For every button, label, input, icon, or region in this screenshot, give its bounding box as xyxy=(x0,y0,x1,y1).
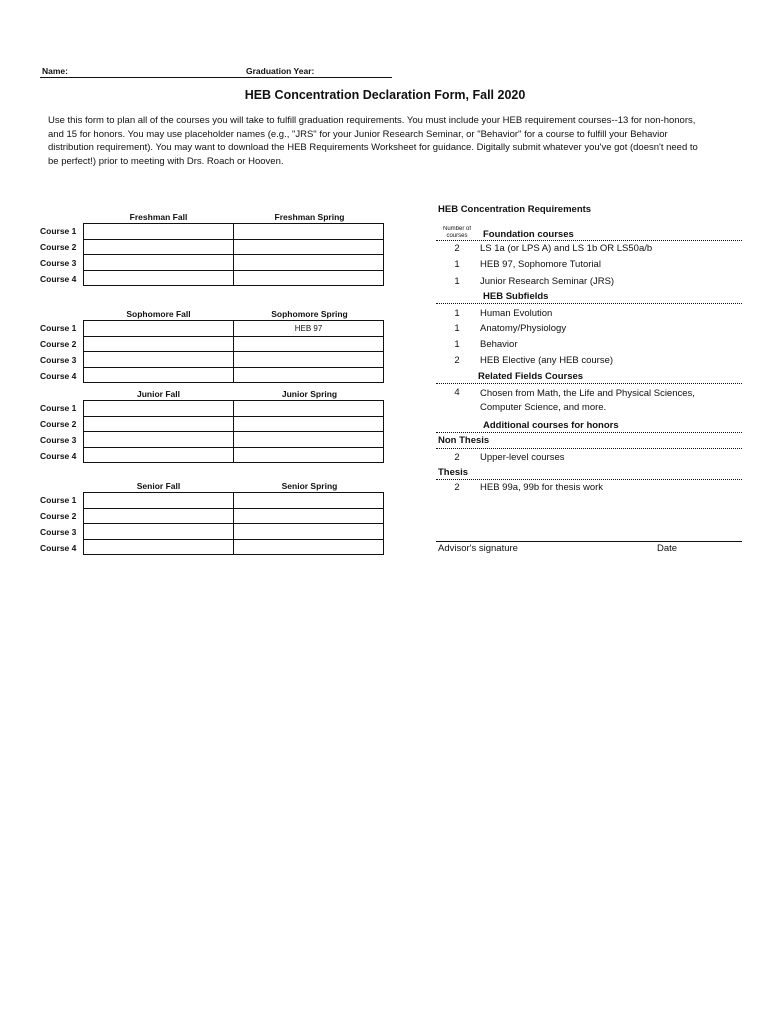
course-row-label: Course 2 xyxy=(40,242,77,252)
subfield-1-count: 1 xyxy=(454,308,460,319)
form-title: HEB Concentration Declaration Form, Fall 2020 xyxy=(244,88,526,102)
divider xyxy=(436,479,742,480)
course-row-label: Course 1 xyxy=(40,495,77,505)
course-row xyxy=(84,336,384,352)
spring-course-cell[interactable] xyxy=(234,270,384,286)
course-row-label: Course 3 xyxy=(40,527,77,537)
course-row-label: Course 1 xyxy=(40,226,77,236)
requirements-heading: HEB Concentration Requirements xyxy=(438,204,592,215)
fall-course-cell[interactable] xyxy=(84,524,234,540)
course-row xyxy=(84,447,384,463)
divider xyxy=(436,448,742,449)
course-row-label: Course 2 xyxy=(40,339,77,349)
honors-heading: Additional courses for honors xyxy=(483,420,619,431)
course-row xyxy=(84,352,384,368)
related-count: 4 xyxy=(454,387,460,398)
thesis-count: 2 xyxy=(454,482,460,493)
semester-heading: Sophomore Fall xyxy=(126,309,191,319)
semester-heading: Freshman Spring xyxy=(274,212,345,222)
fall-course-cell[interactable] xyxy=(84,432,234,448)
course-row-label: Course 4 xyxy=(40,451,77,461)
subfield-4-count: 2 xyxy=(454,355,460,366)
course-row xyxy=(84,539,384,555)
semester-heading: Junior Fall xyxy=(137,389,180,399)
course-table xyxy=(83,492,384,555)
semester-heading: Freshman Fall xyxy=(129,212,188,222)
fall-course-cell[interactable] xyxy=(84,493,234,509)
course-row-label: Course 2 xyxy=(40,511,77,521)
spring-course-cell[interactable] xyxy=(234,539,384,555)
divider xyxy=(436,383,742,384)
fall-course-cell[interactable] xyxy=(84,352,234,368)
course-row xyxy=(84,239,384,255)
non-thesis-label: Non Thesis xyxy=(438,435,490,446)
fall-course-cell[interactable] xyxy=(84,367,234,383)
course-row xyxy=(84,321,384,337)
intro-text: Use this form to plan all of the courses you will take to fulfill graduation requirements. You must include your HEB requirement courses--13 for non-honors, and 15 for honors. You may use placeholder names (e.g., "JRS" for your Junior Research Seminar, or "Behavior" for a course to fulfill your Behavior distribution requirement). You may want to download the HEB Requirements Worksheet for guidance. Digitally submit whatever you've got (doesn't need to be perfect!) prior to meeting with Drs. Roach or Hooven. xyxy=(48,115,698,167)
spring-course-cell[interactable] xyxy=(234,432,384,448)
fall-course-cell[interactable] xyxy=(84,508,234,524)
course-row-label: Course 2 xyxy=(40,419,77,429)
subfield-3-count: 1 xyxy=(454,339,460,350)
course-row xyxy=(84,524,384,540)
course-row xyxy=(84,255,384,271)
course-row xyxy=(84,401,384,417)
course-row xyxy=(84,416,384,432)
subfield-2-count: 1 xyxy=(454,323,460,334)
spring-course-cell[interactable] xyxy=(234,239,384,255)
divider xyxy=(436,303,742,304)
thesis-text: HEB 99a, 99b for thesis work xyxy=(480,482,604,493)
spring-course-cell[interactable] xyxy=(234,524,384,540)
course-table xyxy=(83,223,384,286)
non-thesis-count: 2 xyxy=(454,452,460,463)
spring-course-cell[interactable] xyxy=(234,416,384,432)
spring-course-cell[interactable] xyxy=(234,255,384,271)
spring-course-cell[interactable] xyxy=(234,224,384,240)
subfields-heading: HEB Subfields xyxy=(483,291,549,302)
course-row-label: Course 3 xyxy=(40,435,77,445)
fall-course-cell[interactable] xyxy=(84,321,234,337)
foundation-3-count: 1 xyxy=(454,276,460,287)
number-of-courses-label: Number of courses xyxy=(442,226,471,239)
fall-course-cell[interactable] xyxy=(84,539,234,555)
course-row-label: Course 3 xyxy=(40,355,77,365)
course-row-label: Course 4 xyxy=(40,274,77,284)
related-heading: Related Fields Courses xyxy=(478,371,584,382)
subfield-4-text: HEB Elective (any HEB course) xyxy=(480,355,614,366)
name-label: Name: xyxy=(42,66,68,76)
fall-course-cell[interactable] xyxy=(84,336,234,352)
non-thesis-text: Upper-level courses xyxy=(480,452,565,463)
spring-course-cell[interactable] xyxy=(234,352,384,368)
course-row xyxy=(84,493,384,509)
foundation-2-text: HEB 97, Sophomore Tutorial xyxy=(480,259,601,270)
fall-course-cell[interactable] xyxy=(84,239,234,255)
semester-heading: Sophomore Spring xyxy=(271,309,348,319)
related-text-line2: Computer Science, and more. xyxy=(480,402,607,413)
course-row xyxy=(84,270,384,286)
advisor-signature-label: Advisor's signature xyxy=(438,543,518,554)
spring-course-cell[interactable] xyxy=(234,508,384,524)
course-row-label: Course 4 xyxy=(40,543,77,553)
fall-course-cell[interactable] xyxy=(84,255,234,271)
signature-line xyxy=(436,541,742,542)
subfield-1-text: Human Evolution xyxy=(480,308,553,319)
course-row xyxy=(84,432,384,448)
subfield-2-text: Anatomy/Physiology xyxy=(480,323,567,334)
thesis-label: Thesis xyxy=(438,467,469,478)
semester-heading: Senior Fall xyxy=(136,481,181,491)
related-text-line1: Chosen from Math, the Life and Physical Sciences, xyxy=(480,388,695,399)
fall-course-cell[interactable] xyxy=(84,447,234,463)
course-row xyxy=(84,367,384,383)
semester-heading: Junior Spring xyxy=(281,389,338,399)
foundation-1-count: 2 xyxy=(454,243,460,254)
divider xyxy=(436,432,742,433)
divider xyxy=(436,240,742,241)
spring-course-cell[interactable] xyxy=(234,336,384,352)
foundation-3-text: Junior Research Seminar (JRS) xyxy=(480,276,615,287)
fall-course-cell[interactable] xyxy=(84,224,234,240)
foundation-1-text: LS 1a (or LPS A) and LS 1b OR LS50a/b xyxy=(480,243,653,254)
course-row-label: Course 1 xyxy=(40,403,77,413)
spring-course-cell[interactable] xyxy=(234,493,384,509)
semester-heading: Senior Spring xyxy=(281,481,338,491)
spring-course-cell[interactable] xyxy=(234,401,384,417)
course-table xyxy=(83,320,384,383)
foundation-2-count: 1 xyxy=(454,259,460,270)
spring-course-cell[interactable] xyxy=(234,447,384,463)
fall-course-cell[interactable] xyxy=(84,401,234,417)
course-table xyxy=(83,400,384,463)
fall-course-cell[interactable] xyxy=(84,270,234,286)
spring-course-cell[interactable] xyxy=(234,367,384,383)
course-row xyxy=(84,224,384,240)
spring-course-cell[interactable]: HEB 97 xyxy=(234,321,384,337)
subfield-3-text: Behavior xyxy=(480,339,518,350)
course-row-label: Course 1 xyxy=(40,323,77,333)
header-line xyxy=(40,77,392,78)
graduation-year-label: Graduation Year: xyxy=(246,66,315,76)
course-row-label: Course 4 xyxy=(40,371,77,381)
fall-course-cell[interactable] xyxy=(84,416,234,432)
course-row-label: Course 3 xyxy=(40,258,77,268)
date-label: Date xyxy=(657,543,678,554)
foundation-heading: Foundation courses xyxy=(483,229,574,240)
course-row xyxy=(84,508,384,524)
